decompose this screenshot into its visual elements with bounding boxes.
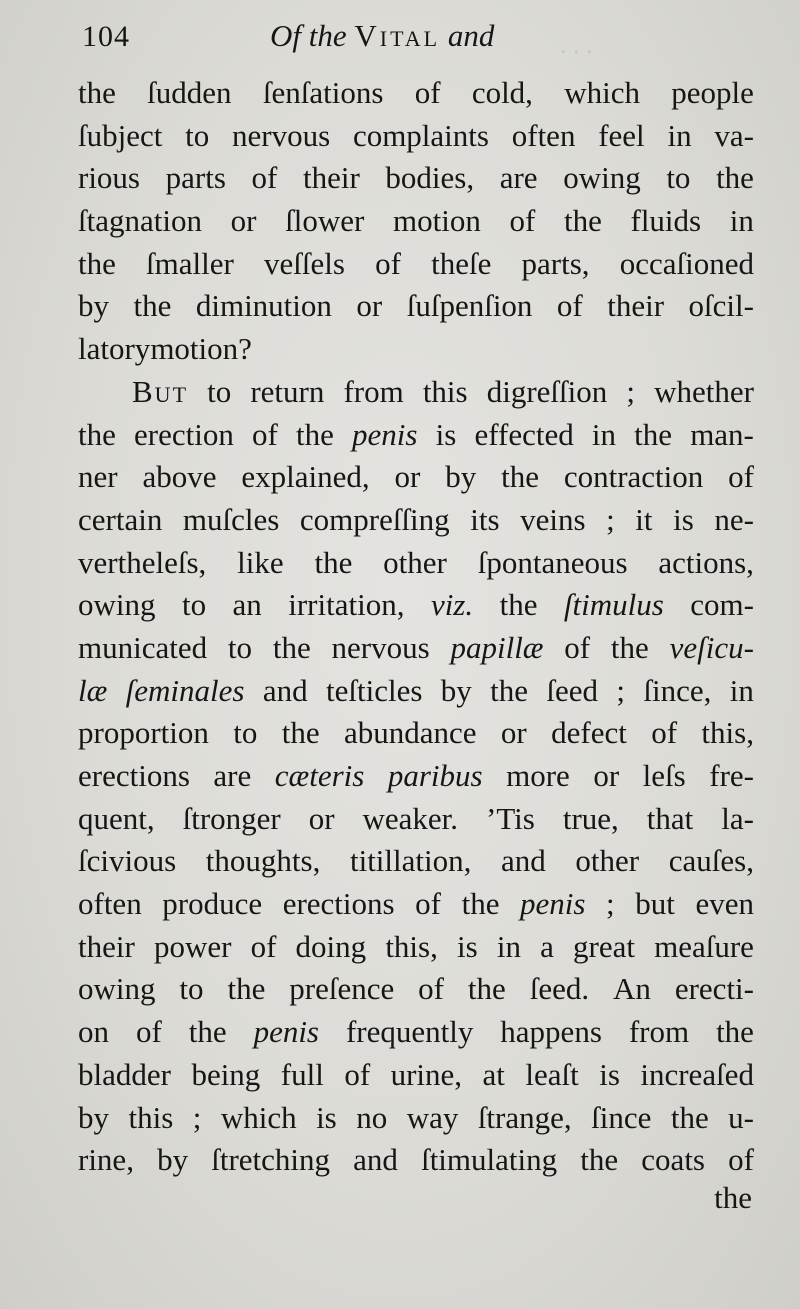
word: viz. [430,587,474,623]
word: from [343,373,404,409]
word: erection [134,416,234,452]
word: to [666,160,691,196]
word: ſeed [546,672,599,708]
text-line [78,627,754,670]
word: ſeed. [529,971,590,1007]
word: nervous [232,117,331,153]
text-line [78,414,754,457]
word: of [728,1142,754,1178]
word: their [302,160,360,196]
word: weaker. [362,800,459,836]
word: rious [78,160,140,196]
word: bodies, [385,160,475,196]
text-line [78,243,754,286]
word: owing [78,971,156,1007]
word: the [281,715,320,751]
word: to [207,373,232,409]
word: is [435,416,457,452]
word: diminution [195,288,332,324]
word: from [628,1014,690,1050]
word: or [308,800,335,836]
word: ſenſations [262,75,384,110]
text-line [78,200,754,243]
word: of [344,1056,371,1092]
text-line [78,157,754,200]
word: by [78,288,109,324]
word: actions, [658,544,754,580]
word: ſtretching [211,1142,331,1178]
word: of [415,886,441,922]
word: parts [165,160,226,196]
running-head-and: and [447,18,495,53]
text-line [78,328,754,371]
running-head [270,18,494,54]
word: ſpontaneous [477,544,628,580]
word: and [501,843,546,879]
word: læ [78,672,108,708]
word: in [591,416,616,452]
word: ſince, [643,672,712,708]
word: or [230,203,257,239]
text-line [78,499,754,542]
text-line [78,1139,754,1182]
text-line [78,926,754,969]
word: ; [192,1099,202,1135]
word: the [272,629,311,665]
word: of [418,971,444,1007]
running-head-the: the [308,18,347,53]
word: frequently [345,1014,474,1050]
text-line [78,840,754,883]
word: the [467,971,506,1007]
word: ſmaller [146,245,234,281]
word: whether [654,373,754,409]
word: or [356,288,383,324]
word: to [233,715,258,751]
word: by [445,459,477,495]
word: this, [385,928,438,964]
word: the [580,1142,619,1178]
word: contraction [563,459,704,495]
text-line [78,115,754,158]
word: an [232,587,262,623]
word: is [457,928,478,964]
word: are [499,160,538,196]
word: ſtronger [182,800,281,836]
word: ſeminales [125,672,245,708]
word: motion [150,331,239,367]
word: a [540,928,554,964]
word: of [135,1014,162,1050]
word: ſubject [78,117,163,153]
word: by [157,1142,189,1178]
word: increaſed [640,1056,754,1092]
word: above [142,459,217,495]
word: man- [690,416,754,452]
word: is [673,501,694,537]
text-line [78,542,754,585]
word: meaſure [654,928,754,964]
word: feel [598,117,645,153]
word: ’Tis [486,800,535,836]
word: is [599,1056,620,1092]
word: occaſioned [619,245,754,281]
word: to [227,629,253,665]
word: rine, [78,1142,134,1178]
word: ne- [714,501,754,537]
word: way [406,1099,459,1135]
word: owing [563,160,641,196]
word: veſſels [264,245,345,281]
word: power [153,928,232,964]
word: ; [626,373,635,409]
word: bladder [78,1056,171,1092]
word: ; [606,501,615,537]
word: the [716,160,754,196]
word: of [375,245,401,281]
word: abundance [344,715,477,751]
word: to [185,117,210,153]
word: certain [78,501,163,537]
word: ſuſpenſion [406,288,533,324]
word: doing [295,928,367,964]
word: erections [282,886,395,922]
word: of [556,288,583,324]
word: ſtrange, [477,1099,572,1135]
word: erecti- [674,971,754,1007]
word: the [227,971,266,1007]
word: being [191,1056,261,1092]
word: compreſſing [299,501,450,537]
word: effected [474,416,574,452]
word: that [646,800,694,836]
word: produce [162,886,263,922]
word: the [296,416,334,452]
word: this, [701,715,754,751]
word: of [251,160,278,196]
word: the [78,245,116,281]
text-line [78,456,754,499]
word: in [729,672,754,708]
word: or [593,758,620,793]
word: return [250,373,325,409]
word: urine, [390,1056,463,1092]
word: often [78,886,142,922]
word: the [78,416,116,452]
word: on [78,1014,109,1050]
word: is [316,1099,337,1135]
text-line [78,72,754,115]
word: more [506,758,570,793]
word: ſtagnation [78,203,202,239]
word: explained, [241,459,370,495]
catchword: the [714,1180,752,1215]
word: the [499,587,538,623]
word: of [509,203,536,239]
page-header [82,18,762,58]
word: ; [616,672,626,708]
running-head-vital: Vital [354,18,441,53]
word: ? [238,331,252,367]
word: digreſſion [486,373,608,409]
word: it [635,501,653,537]
text-line [78,285,754,328]
word: muſcles [182,501,280,537]
word: preſence [289,971,395,1007]
word: papillæ [450,629,544,665]
word: and [353,1142,398,1178]
text-line [78,371,754,414]
word: people [671,75,754,110]
word: ſlower [285,203,365,239]
word: motion [392,203,481,239]
word: vertheleſs, [78,544,207,580]
word: this [422,373,468,409]
word: quent, [78,800,155,836]
word: penis [520,886,586,922]
word: the [670,1099,709,1135]
word: the [188,1014,227,1050]
word: complaints [352,117,489,153]
word: other [575,843,640,879]
word: owing [78,587,156,623]
word: erections [78,758,190,793]
word: the [634,416,673,452]
word: its [470,501,500,537]
word: to [179,971,204,1007]
show-through-text: . . . [560,30,593,59]
paragraph-lead-word: But [132,373,189,409]
word: by [78,1099,109,1135]
word: often [511,117,576,153]
word: municated [78,629,208,665]
word: their [607,288,665,324]
word: ; [606,886,615,922]
word: like [237,544,284,580]
word: the [78,75,116,110]
word: paribus [387,758,483,793]
word: leaſt [525,1056,579,1092]
word: by [440,672,472,708]
word: their [78,928,135,964]
word: which [564,75,640,110]
text-line [78,584,754,627]
word: of [651,715,678,751]
word: of [252,416,278,452]
word: other [383,544,447,580]
word: veſicu- [669,629,754,665]
word: and [262,672,308,708]
word: of [728,459,754,495]
word: leſs [642,758,686,793]
word: An [613,971,651,1007]
word: full [280,1056,324,1092]
word: but [635,886,675,922]
word: cæteris [274,758,365,793]
word: cauſes, [668,843,754,879]
word: in [729,203,754,239]
word: which [220,1099,297,1135]
word: penis [253,1014,319,1050]
word: of [564,629,591,665]
word: the [610,629,649,665]
word: teſticles [326,672,423,708]
word: great [573,928,635,964]
text-line [78,712,754,755]
word: u- [728,1099,754,1135]
body-text [78,72,754,1182]
text-line [78,883,754,926]
text-line [78,1097,754,1140]
word: oſcil- [688,288,754,324]
word: ſudden [147,75,232,110]
word: are [213,758,252,793]
word: true, [562,800,619,836]
word: in [667,117,692,153]
word: the [716,1014,754,1050]
word: of [414,75,441,110]
word: the [501,459,539,495]
word: coats [641,1142,705,1178]
word: or [500,715,527,751]
text-line [78,798,754,841]
word: veins [520,501,586,537]
word: fre- [709,758,754,793]
word: the [490,672,529,708]
word: va- [714,117,754,153]
word: com- [690,587,754,623]
word: in [496,928,521,964]
word: happens [500,1014,602,1050]
word: even [695,886,754,922]
word: la- [721,800,754,836]
word: theſe [431,245,492,281]
word: titillation, [349,843,472,879]
running-head-prefix: Of [270,18,301,53]
word: latory [78,331,151,367]
word: the [133,288,172,324]
word: proportion [78,715,209,751]
text-line [78,670,754,713]
word: the [563,203,602,239]
word: ſtimulating [421,1142,558,1178]
word: the [314,544,353,580]
word: of [250,928,277,964]
word: fluids [630,203,702,239]
page-number: 104 [82,20,130,53]
word: penis [352,416,418,452]
text-line [78,968,754,1011]
word: parts, [521,245,590,281]
word: at [482,1056,505,1092]
word: this [128,1099,174,1135]
word: ſtimulus [563,587,664,623]
word: no [356,1099,388,1135]
word: ſcivious [78,843,177,879]
word: cold, [471,75,533,110]
word: irritation, [288,587,405,623]
word: to [181,587,207,623]
word: defect [551,715,627,751]
word: thoughts, [205,843,321,879]
word: ner [78,459,118,495]
word: nervous [331,629,430,665]
text-line [78,1054,754,1097]
word: ſince [591,1099,652,1135]
text-line [78,1011,754,1054]
text-line [78,755,754,798]
word: the [461,886,500,922]
word: or [394,459,421,495]
